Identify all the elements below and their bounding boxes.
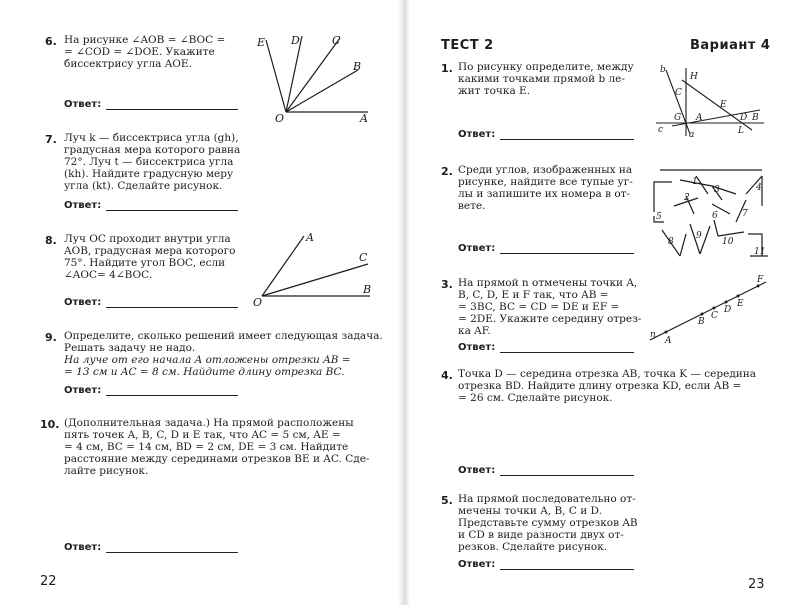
figure-8-angle xyxy=(252,228,382,310)
fig1-label-g: G xyxy=(674,113,682,123)
test-task-3-line-1: На прямой n отмечены точки A, xyxy=(458,277,638,289)
task-9-line-4: = 13 см и AC = 8 см. Найдите длину отрезка BC. xyxy=(64,366,345,378)
task-9-answer-label: Ответ: xyxy=(64,385,102,396)
task-7-answer-line[interactable] xyxy=(106,210,238,211)
fig2-label-3: 3 xyxy=(714,185,720,195)
fig8-label-a: A xyxy=(306,231,314,244)
left-page-number: 22 xyxy=(40,574,57,589)
fig1-label-b-upper: B xyxy=(752,113,759,123)
test-task-4-line-2: отрезка BD. Найдите длину отрезка KD, если AB = xyxy=(458,380,742,392)
test-task-1-number: 1. xyxy=(441,62,453,75)
fig1-label-c: C xyxy=(675,88,682,98)
test-task-1-line-3: жит точка E. xyxy=(458,85,531,97)
book-gutter xyxy=(398,0,410,605)
task-9-line-1: Определите, сколько решений имеет следующая задача. xyxy=(64,330,383,342)
test-task-1-line-1: По рисунку определите, между xyxy=(458,61,634,73)
test-task-4-line-3: = 26 см. Сделайте рисунок. xyxy=(458,392,613,404)
task-10-number: 10. xyxy=(40,418,60,431)
test-task-3-line-3: = 3BC, BC = CD = DE и EF = xyxy=(458,301,620,313)
fig3-label-e: E xyxy=(737,299,744,309)
test-task-5-answer-line[interactable] xyxy=(500,569,634,570)
task-8-line-1: Луч OC проходит внутри угла xyxy=(64,233,231,245)
test-task-3-line-2: B, C, D, E и F так, что AB = xyxy=(458,289,609,301)
task-8-number: 8. xyxy=(45,234,57,247)
fig2-label-6: 6 xyxy=(712,211,718,221)
task-7-number: 7. xyxy=(45,133,57,146)
fig2-label-7: 7 xyxy=(742,209,748,219)
fig1-label-a-lower: a xyxy=(689,130,695,140)
task-7-line-3: 72°. Луч t — биссектриса угла xyxy=(64,156,234,168)
test-task-2-line-4: вете. xyxy=(458,200,486,212)
test-task-3-number: 3. xyxy=(441,278,453,291)
fig6-label-c: C xyxy=(332,34,341,47)
right-page-number: 23 xyxy=(748,577,765,592)
fig6-label-o: O xyxy=(275,112,285,125)
fig8-label-c: C xyxy=(359,251,368,264)
test-task-2-number: 2. xyxy=(441,165,453,178)
task-8-answer-label: Ответ: xyxy=(64,297,102,308)
fig1-label-d: D xyxy=(740,113,748,123)
test-task-3-answer-label: Ответ: xyxy=(458,342,496,353)
fig2-label-1: 1 xyxy=(692,177,698,187)
task-10-line-1: (Дополнительная задача.) На прямой расположены xyxy=(64,417,354,429)
fig8-label-o: O xyxy=(253,296,263,309)
test-task-2-line-2: рисунке, найдите все тупые уг- xyxy=(458,176,633,188)
task-10-line-4: расстояние между серединами отрезков BE и AC. Сде- xyxy=(64,453,370,465)
test-task-3-line-5: ка AF. xyxy=(458,325,491,337)
task-8-line-2: AOB, градусная мера которого xyxy=(64,245,236,257)
test-task-5-number: 5. xyxy=(441,494,453,507)
test-task-3-line-4: = 2DE. Укажите середину отрез- xyxy=(458,313,642,325)
task-10-line-2: пять точек A, B, C, D и E так, что AC = 5 см, AE = xyxy=(64,429,341,441)
test-task-5-line-3: Представьте сумму отрезков AB xyxy=(458,517,638,529)
task-9-number: 9. xyxy=(45,331,57,344)
task-9-line-2: Решать задачу не надо. xyxy=(64,342,196,354)
fig3-label-d: D xyxy=(724,305,732,315)
task-6-line-1: На рисунке ∠AOB = ∠BOC = xyxy=(64,34,226,46)
test-task-5-line-1: На прямой последовательно от- xyxy=(458,493,636,505)
task-7-line-2: градусная мера которого равна xyxy=(64,144,241,156)
task-10-answer-label: Ответ: xyxy=(64,542,102,553)
fig8-label-b: B xyxy=(363,283,372,296)
variant-label: Вариант 4 xyxy=(690,38,771,53)
test-task-5-line-4: и CD в виде разности двух от- xyxy=(458,529,624,541)
task-10-line-3: = 4 см, BC = 14 см, BD = 2 см, DE = 3 см. Найдите xyxy=(64,441,349,453)
test-task-5-line-2: мечены точки A, B, C и D. xyxy=(458,505,602,517)
test-task-2-answer-label: Ответ: xyxy=(458,243,496,254)
figure-6-angles xyxy=(250,30,380,125)
fig6-label-a: A xyxy=(360,112,368,125)
test-task-4-answer-label: Ответ: xyxy=(458,465,496,476)
task-8-answer-line[interactable] xyxy=(106,307,238,308)
test-title: ТЕСТ 2 xyxy=(441,38,494,53)
test-task-1-answer-line[interactable] xyxy=(500,139,634,140)
task-6-answer-label: Ответ: xyxy=(64,99,102,110)
fig3-label-a: A xyxy=(665,336,672,346)
task-7-answer-label: Ответ: xyxy=(64,200,102,211)
figure-2-angles xyxy=(650,162,772,262)
task-6-answer-line[interactable] xyxy=(106,109,238,110)
fig2-label-9: 9 xyxy=(696,231,702,241)
test-task-2-line-1: Среди углов, изображенных на xyxy=(458,164,633,176)
fig2-label-10: 10 xyxy=(722,237,734,247)
test-task-4-answer-line[interactable] xyxy=(500,475,634,476)
task-9-line-3: На луче от его начала A отложены отрезки AB = xyxy=(64,354,351,366)
fig1-label-a: A xyxy=(696,113,703,123)
task-7-line-4: (kh). Найдите градусную меру xyxy=(64,168,234,180)
fig6-label-d: D xyxy=(291,34,300,47)
test-task-4-line-1: Точка D — середина отрезка AB, точка K — середина xyxy=(458,368,757,380)
figure-3-line xyxy=(646,276,772,348)
figure-1-lines xyxy=(652,60,772,140)
fig2-label-2: 2 xyxy=(684,193,690,203)
fig6-label-b: B xyxy=(353,60,362,73)
test-task-1-line-2: какими точками прямой b ле- xyxy=(458,73,625,85)
task-6-line-2: = ∠COD = ∠DOE. Укажите xyxy=(64,46,215,58)
task-8-line-3: 75°. Найдите угол BOC, если xyxy=(64,257,226,269)
test-task-5-answer-label: Ответ: xyxy=(458,559,496,570)
task-8-line-4: ∠AOC= 4∠BOC. xyxy=(64,269,153,281)
test-task-2-line-3: лы и запишите их номера в от- xyxy=(458,188,631,200)
fig6-label-e: E xyxy=(257,36,266,49)
fig2-label-4: 4 xyxy=(756,183,762,193)
fig3-label-f: F xyxy=(757,275,764,285)
test-task-2-answer-line[interactable] xyxy=(500,253,634,254)
fig3-label-b: B xyxy=(698,317,705,327)
test-task-4-number: 4. xyxy=(441,369,453,382)
fig1-label-l: L xyxy=(738,126,744,136)
fig3-label-c: C xyxy=(711,311,718,321)
fig2-label-8: 8 xyxy=(668,237,674,247)
fig1-label-b: b xyxy=(660,65,666,75)
fig2-label-11: 11 xyxy=(754,247,766,257)
fig1-label-h: H xyxy=(690,72,698,82)
fig2-label-5: 5 xyxy=(656,212,662,222)
task-10-answer-line[interactable] xyxy=(106,552,238,553)
fig1-label-e: E xyxy=(720,100,727,110)
fig1-label-c-lower: c xyxy=(658,125,664,135)
task-7-line-5: угла (kt). Сделайте рисунок. xyxy=(64,180,223,192)
test-task-3-answer-line[interactable] xyxy=(500,352,634,353)
task-7-line-1: Луч k — биссектриса угла (gh), xyxy=(64,132,239,144)
task-6-number: 6. xyxy=(45,35,57,48)
task-10-line-5: лайте рисунок. xyxy=(64,465,149,477)
test-task-5-line-5: резков. Сделайте рисунок. xyxy=(458,541,608,553)
test-task-1-answer-label: Ответ: xyxy=(458,129,496,140)
task-6-line-3: биссектрису угла AOE. xyxy=(64,58,192,70)
fig3-label-n: n xyxy=(650,330,656,340)
task-9-answer-line[interactable] xyxy=(106,395,238,396)
